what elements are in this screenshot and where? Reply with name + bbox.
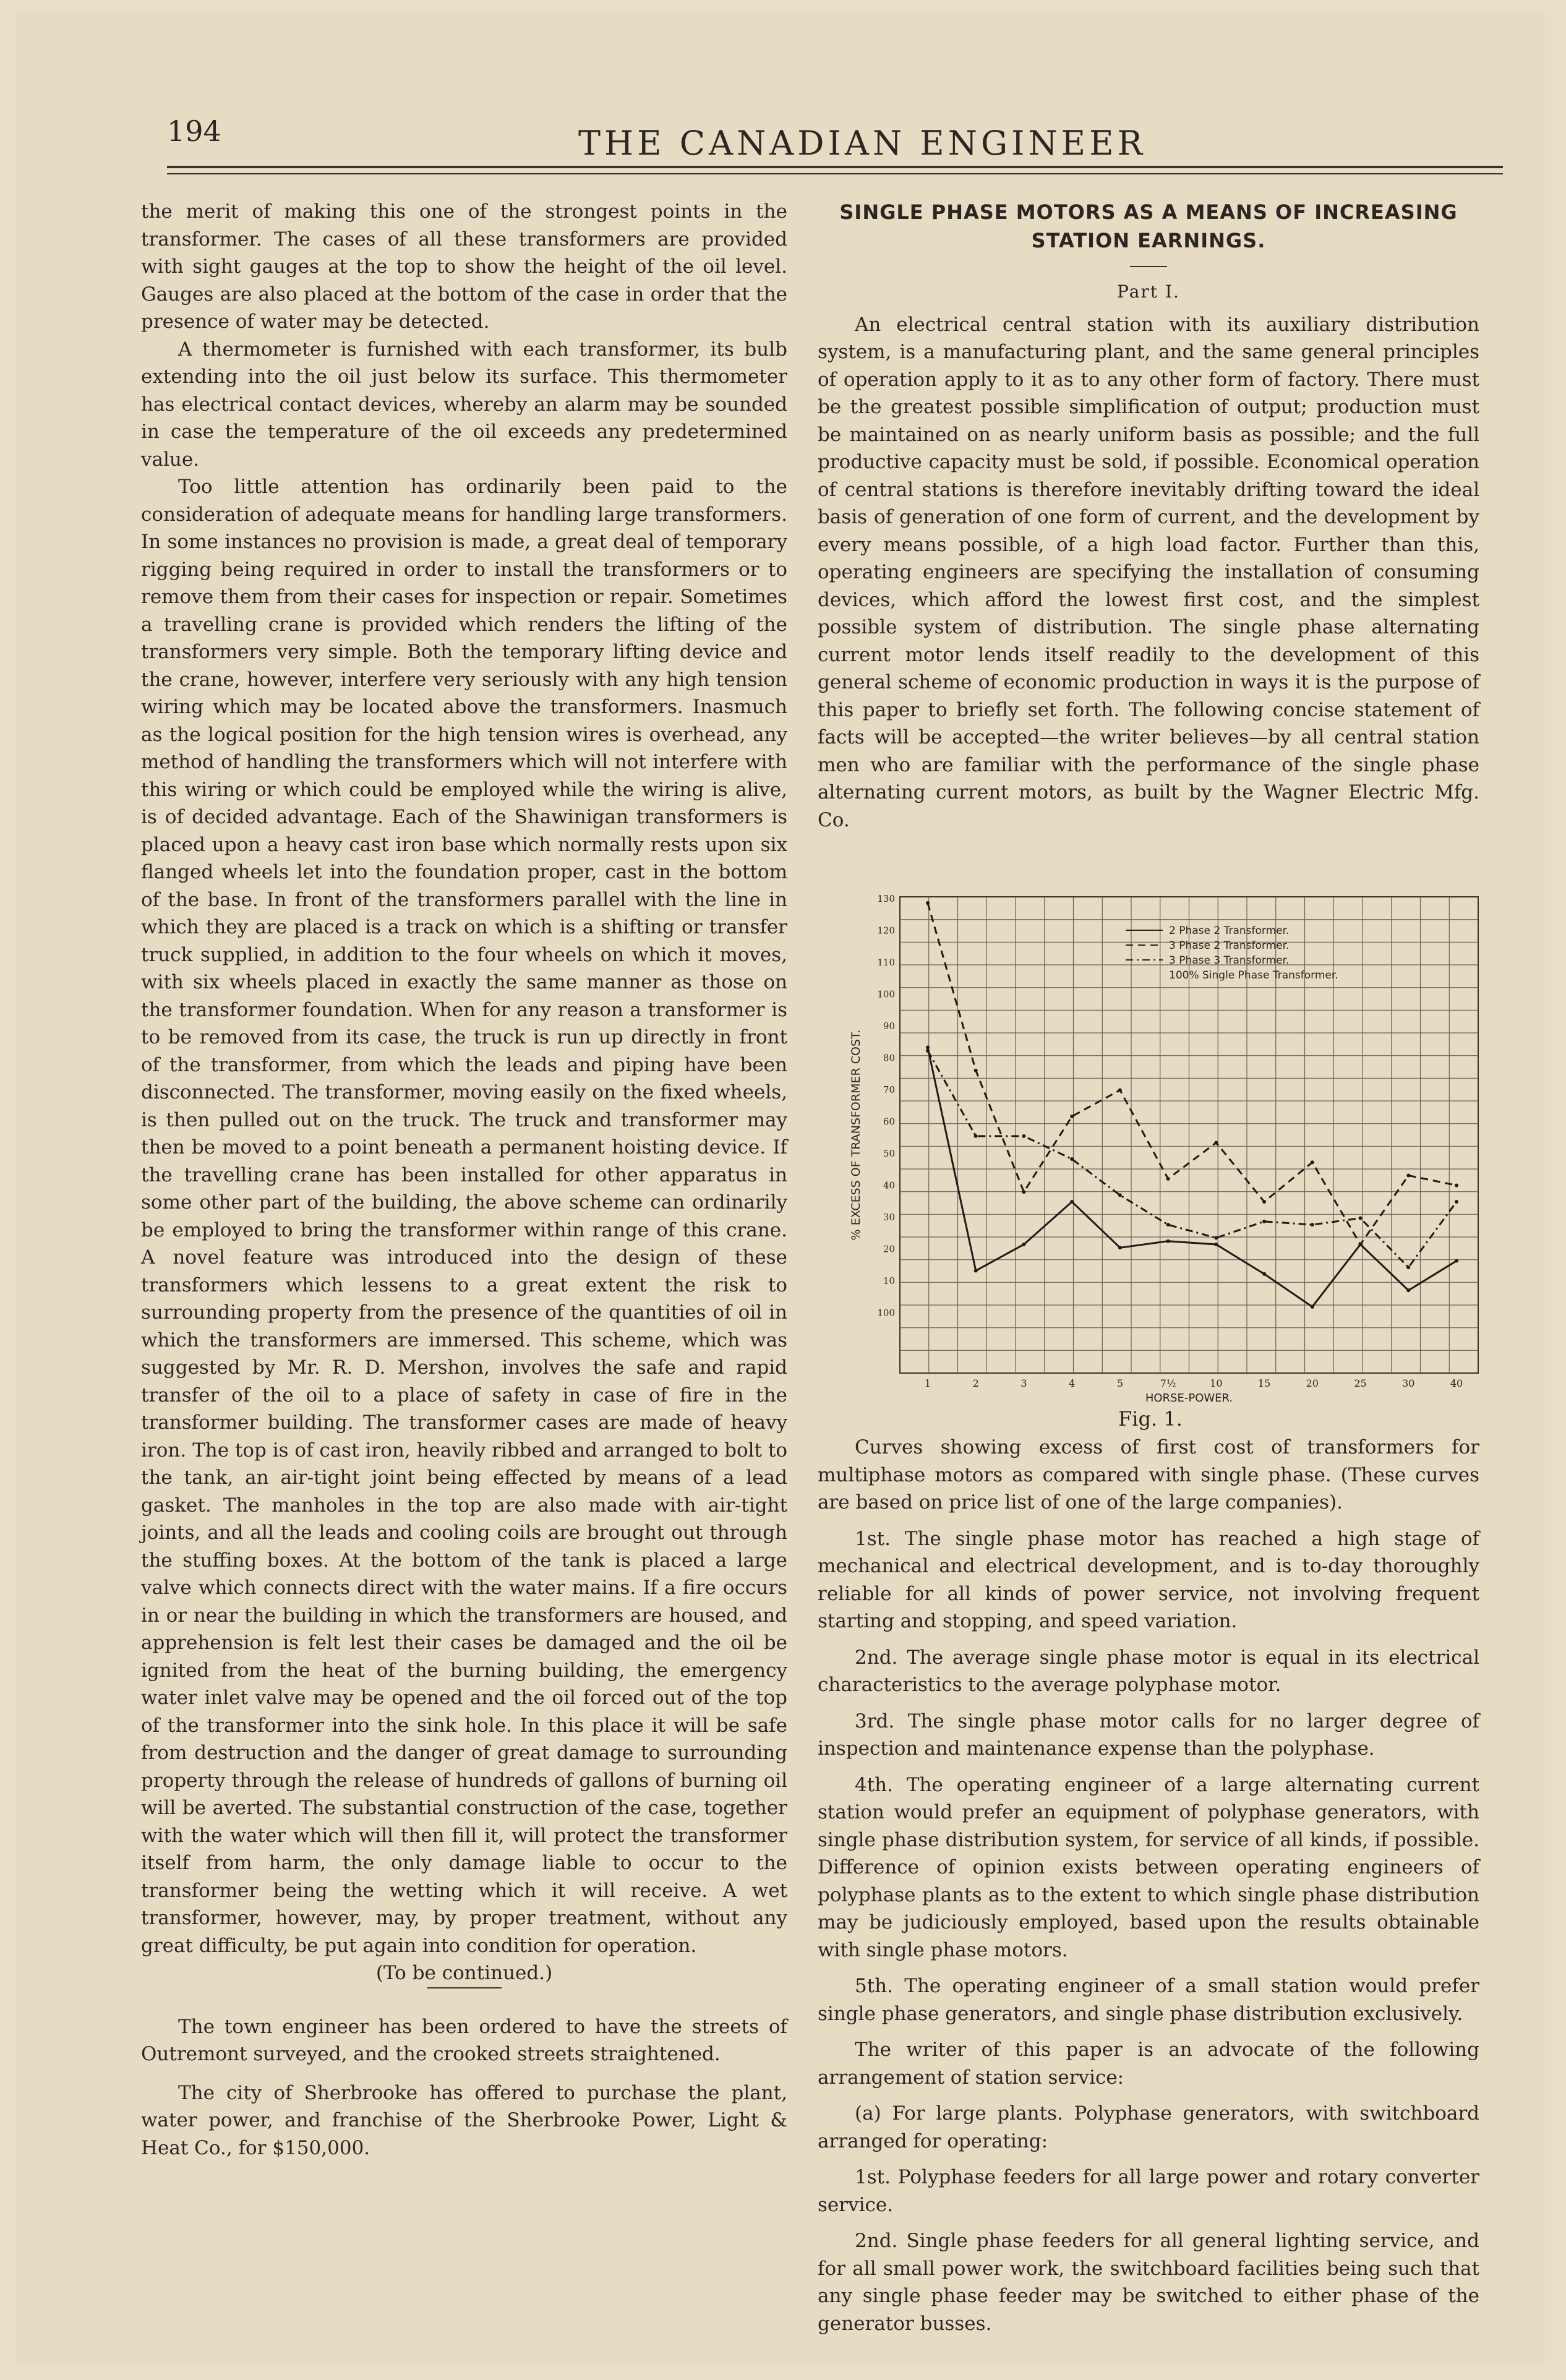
point-3: 3rd. The single phase motor calls for no larger degree of inspection and maintenance expense than the polyphase.	[818, 1710, 1479, 1760]
data-point	[1455, 1200, 1458, 1204]
data-point	[1262, 1272, 1266, 1276]
data-point	[1311, 1223, 1314, 1226]
left-paragraph: A thermometer is furnished with each transformer, its bulb extending into the oil just below its surface. This thermometer has electrical contact devices, whereby an alarm may be sounded in case the temperature of the oil exceeds any predetermined value.	[141, 338, 787, 471]
advocacy-statement: The writer of this paper is an advocate of the following arrangement of station service:	[818, 2039, 1479, 2089]
point-5: 5th. The operating engineer of a small station would prefer single phase generators, and single phase distribution exclusively.	[818, 1975, 1479, 2025]
news-note: The city of Sherbrooke has offered to purchase the plant, water power, and franchise of the Sherbrooke Power, Light & Heat Co., for $150,000.	[141, 2081, 787, 2159]
legend-entry: 3 Phase 3 Transformer.	[1169, 954, 1290, 967]
data-point	[1118, 1193, 1122, 1197]
section-divider	[427, 1987, 502, 1988]
x-tick-label: 1	[924, 1377, 931, 1389]
data-point	[1070, 1115, 1074, 1118]
data-point	[926, 901, 930, 905]
y-tick-label: 80	[883, 1052, 895, 1064]
header-rule	[167, 166, 1503, 168]
figure-chart	[841, 884, 1491, 1410]
series-line	[928, 1051, 1457, 1267]
x-tick-label: 15	[1257, 1377, 1271, 1389]
data-point	[1359, 1217, 1363, 1220]
title-rule	[1130, 266, 1167, 267]
left-paragraph: the merit of making this one of the strongest points in the transformer. The cases of all these transformers are provided with sight gauges at the top to show the height of the oil level. Gauges are also placed at the bottom of the case in order that the presence of water may be detected.	[141, 200, 787, 333]
article-intro: An electrical central station with its auxiliary distribution system, is a manufacturing plant, and the same general principles of operation apply to it as to any other form of factory. There must be the greatest possible simplification of output; production must be maintained on as nearly uniform basis as possible; and the full productive capacity must be sold, if possible. Economical operation of central stations is therefore inevitably drifting toward the ideal basis of generation of one form of current, and the development by every means possible, of a high load factor. Further than this, operating engineers are specifying the installation of consuming devices, which afford the lowest first cost, and the simplest possible system of distribution. The single phase alternating current motor lends itself readily to the development of this general scheme of economic production in ways it is the purpose of this paper to briefly set forth. The following concise statement of facts will be accepted—the writer believes—by all central station men who are familiar with the performance of the single phase alternating current motors, as built by the Wagner Electric Mfg. Co.	[818, 313, 1479, 831]
legend-entry: 100% Single Phase Transformer.	[1169, 969, 1338, 982]
data-point	[1070, 1200, 1074, 1204]
y-tick-label: 70	[883, 1084, 895, 1095]
y-tick-label: 10	[883, 1275, 895, 1286]
data-point	[974, 1134, 978, 1138]
data-point	[1455, 1183, 1458, 1187]
y-tick-label: 130	[877, 893, 895, 904]
data-point	[1118, 1246, 1122, 1249]
data-point	[1214, 1236, 1218, 1239]
x-tick-label: 10	[1210, 1377, 1223, 1389]
point-4: 4th. The operating engineer of a large alternating current station would prefer an equipment of polyphase generators, with single phase distribution system, for service of all kinds, if possible. Difference of opinion exists between operating engineers of polyphase plants as to the extent to which single phase distribution may be judiciously employed, based upon the results obtainable with single phase motors.	[818, 1773, 1479, 1961]
data-point	[1262, 1220, 1266, 1223]
news-note: The town engineer has been ordered to have the streets of Outremont surveyed, and the crooked streets straightened.	[141, 2015, 787, 2065]
article-column	[818, 198, 1479, 834]
journal-title: THE CANADIAN ENGINEER	[578, 124, 1147, 163]
data-point	[1311, 1160, 1314, 1164]
y-tick-label: 30	[883, 1212, 895, 1223]
article-lower	[818, 1434, 1479, 2346]
article-part: Part I.	[1117, 281, 1180, 302]
point-2: 2nd. The average single phase motor is equal in its electrical characteristics to the average polyphase motor.	[818, 1646, 1479, 1696]
data-point	[926, 1049, 930, 1053]
y-tick-label: 120	[877, 925, 895, 936]
legend-entry: 2 Phase 2 Transformer.	[1169, 925, 1290, 937]
data-point	[974, 1269, 978, 1272]
article-title: SINGLE PHASE MOTORS AS A MEANS OF INCREASING STATION EARNINGS.	[839, 200, 1458, 252]
y-tick-label: 50	[883, 1148, 895, 1159]
data-point	[1406, 1174, 1410, 1178]
data-point	[1262, 1200, 1266, 1204]
y-tick-label: 100	[877, 988, 895, 1000]
to-be-continued: (To be continued.)	[375, 1962, 553, 1984]
data-point	[1166, 1239, 1170, 1243]
y-tick-label: 20	[883, 1243, 895, 1255]
large-plants: (a) For large plants. Polyphase generators, with switchboard arranged for operating:	[818, 2102, 1479, 2152]
data-point	[1359, 1243, 1363, 1246]
data-point	[1022, 1190, 1025, 1194]
data-point	[1406, 1288, 1410, 1292]
y-tick-label: 90	[883, 1021, 895, 1032]
data-point	[926, 1046, 930, 1050]
series-line	[928, 1048, 1457, 1307]
x-axis-label: HORSE-POWER.	[1145, 1392, 1233, 1405]
chart-svg	[841, 884, 1491, 1410]
x-tick-label: 4	[1069, 1377, 1076, 1389]
data-point	[1166, 1177, 1170, 1181]
y-axis-label: % EXCESS OF TRANSFORMER COST.	[849, 1029, 863, 1241]
page-number: 194	[167, 114, 221, 148]
y-tick-label: 110	[877, 957, 895, 968]
figure-label: Fig. 1.	[1118, 1407, 1183, 1431]
large-plants-2nd: 2nd. Single phase feeders for all general lighting service, and for all small power work, the switchboard facilities being such that any single phase feeder may be switched to either phase of the generator busses.	[818, 2230, 1479, 2335]
data-point	[1022, 1134, 1025, 1138]
x-tick-label: 5	[1116, 1377, 1124, 1389]
data-point	[1406, 1265, 1410, 1269]
x-tick-label: 3	[1020, 1377, 1027, 1389]
data-point	[1118, 1089, 1122, 1092]
x-tick-label: 20	[1306, 1377, 1319, 1389]
point-1: 1st. The single phase motor has reached a high stage of mechanical and electrical development, and is to-day thoroughly reliable for all kinds of power service, not involving frequent starting and stopping, and speed variation.	[818, 1527, 1479, 1632]
data-point	[1022, 1243, 1025, 1246]
y-tick-label: 60	[883, 1116, 895, 1128]
left-paragraph: Too little attention has ordinarily been paid to the consideration of adequate means for handling large transformers. In some instances no provision is made, a great deal of temporary rigging being required in order to install the transformers or to remove them from their cases for inspection or repair. Sometimes a travelling crane is provided which renders the lifting of the transformers very simple. Both the temporary lifting device and the crane, however, interfere very seriously with any high tension wiring which may be located above the transformers. Inasmuch as the logical position for the high tension wires is overhead, any method of handling the transformers which will not interfere with this wiring or which could be employed while the wiring is alive, is of decided advantage. Each of the Shawinigan transformers is placed upon a heavy cast iron base which normally rests upon six flanged wheels let into the foundation proper, cast in the bottom of the base. In front of the transformers parallel with the line in which they are placed is a track on which is a shifting or transfer truck supplied, in addition to the four wheels on which it moves, with six wheels placed in exactly the same manner as those on the transformer foundation. When for any reason a transformer is to be removed from its case, the truck is run up directly in front of the transformer, from which the leads and piping have been disconnected. The transformer, moving easily on the fixed wheels, is then pulled out on the truck. The truck and transformer may then be moved to a point beneath a permanent hoisting device. If the travelling crane has been installed for other apparatus in some other part of the building, the above scheme can ordinarily be employed to bring the transformer within range of this crane. A novel feature was introduced into the design of these transformers which lessens to a great extent the risk to surrounding property from the presence of the quantities of oil in which the transformers are immersed. This scheme, which was suggested by Mr. R. D. Mershon, involves the safe and rapid transfer of the oil to a place of safety in case of fire in the transformer building. The transformer cases are made of heavy iron. The top is of cast iron, heavily ribbed and arranged to bolt to the tank, an air-tight joint being effected by means of a lead gasket. The manholes in the top are also made with air-tight joints, and all the leads and cooling coils are brought out through the stuffing boxes. At the bottom of the tank is placed a large valve which connects direct with the water mains. If a fire occurs in or near the building in which the transformers are housed, and apprehension is felt lest their cases be damaged and the oil be ignited from the heat of the burning building, the emergency water inlet valve may be opened and the oil forced out of the top of the transformer into the sink hole. In this place it will be safe from destruction and the danger of great damage to surrounding property through the release of hundreds of gallons of burning oil will be averted. The substantial construction of the case, together with the water which will then fill it, will protect the transformer itself from harm, the only damage liable to occur to the transformer being the wetting which it will receive. A wet transformer, however, may, by proper treatment, without any great difficulty, be put again into condition for operation.	[141, 476, 787, 1957]
figure-caption: Curves showing excess of first cost of transformers for multiphase motors as compared with single phase. (These curves are based on price list of one of the large companies).	[818, 1436, 1479, 1513]
data-point	[1311, 1305, 1314, 1309]
large-plants-1st: 1st. Polyphase feeders for all large power and rotary converter service.	[818, 2166, 1479, 2216]
data-point	[1214, 1141, 1218, 1144]
legend-entry: 3 Phase 2 Transformer.	[1169, 940, 1290, 952]
data-point	[1166, 1223, 1170, 1226]
x-tick-label: 2	[972, 1377, 979, 1389]
data-point	[974, 1069, 978, 1072]
x-tick-label: 30	[1402, 1377, 1415, 1389]
data-point	[1455, 1259, 1458, 1263]
data-point	[1214, 1243, 1218, 1246]
x-tick-label: 7½	[1160, 1377, 1176, 1389]
data-point	[1070, 1157, 1074, 1161]
y-tick-label: 100	[877, 1307, 895, 1319]
x-tick-label: 40	[1450, 1377, 1463, 1389]
header-rule-thin	[167, 173, 1503, 174]
left-column	[141, 198, 787, 2162]
y-tick-label: 40	[883, 1179, 895, 1191]
x-tick-label: 25	[1354, 1377, 1367, 1389]
